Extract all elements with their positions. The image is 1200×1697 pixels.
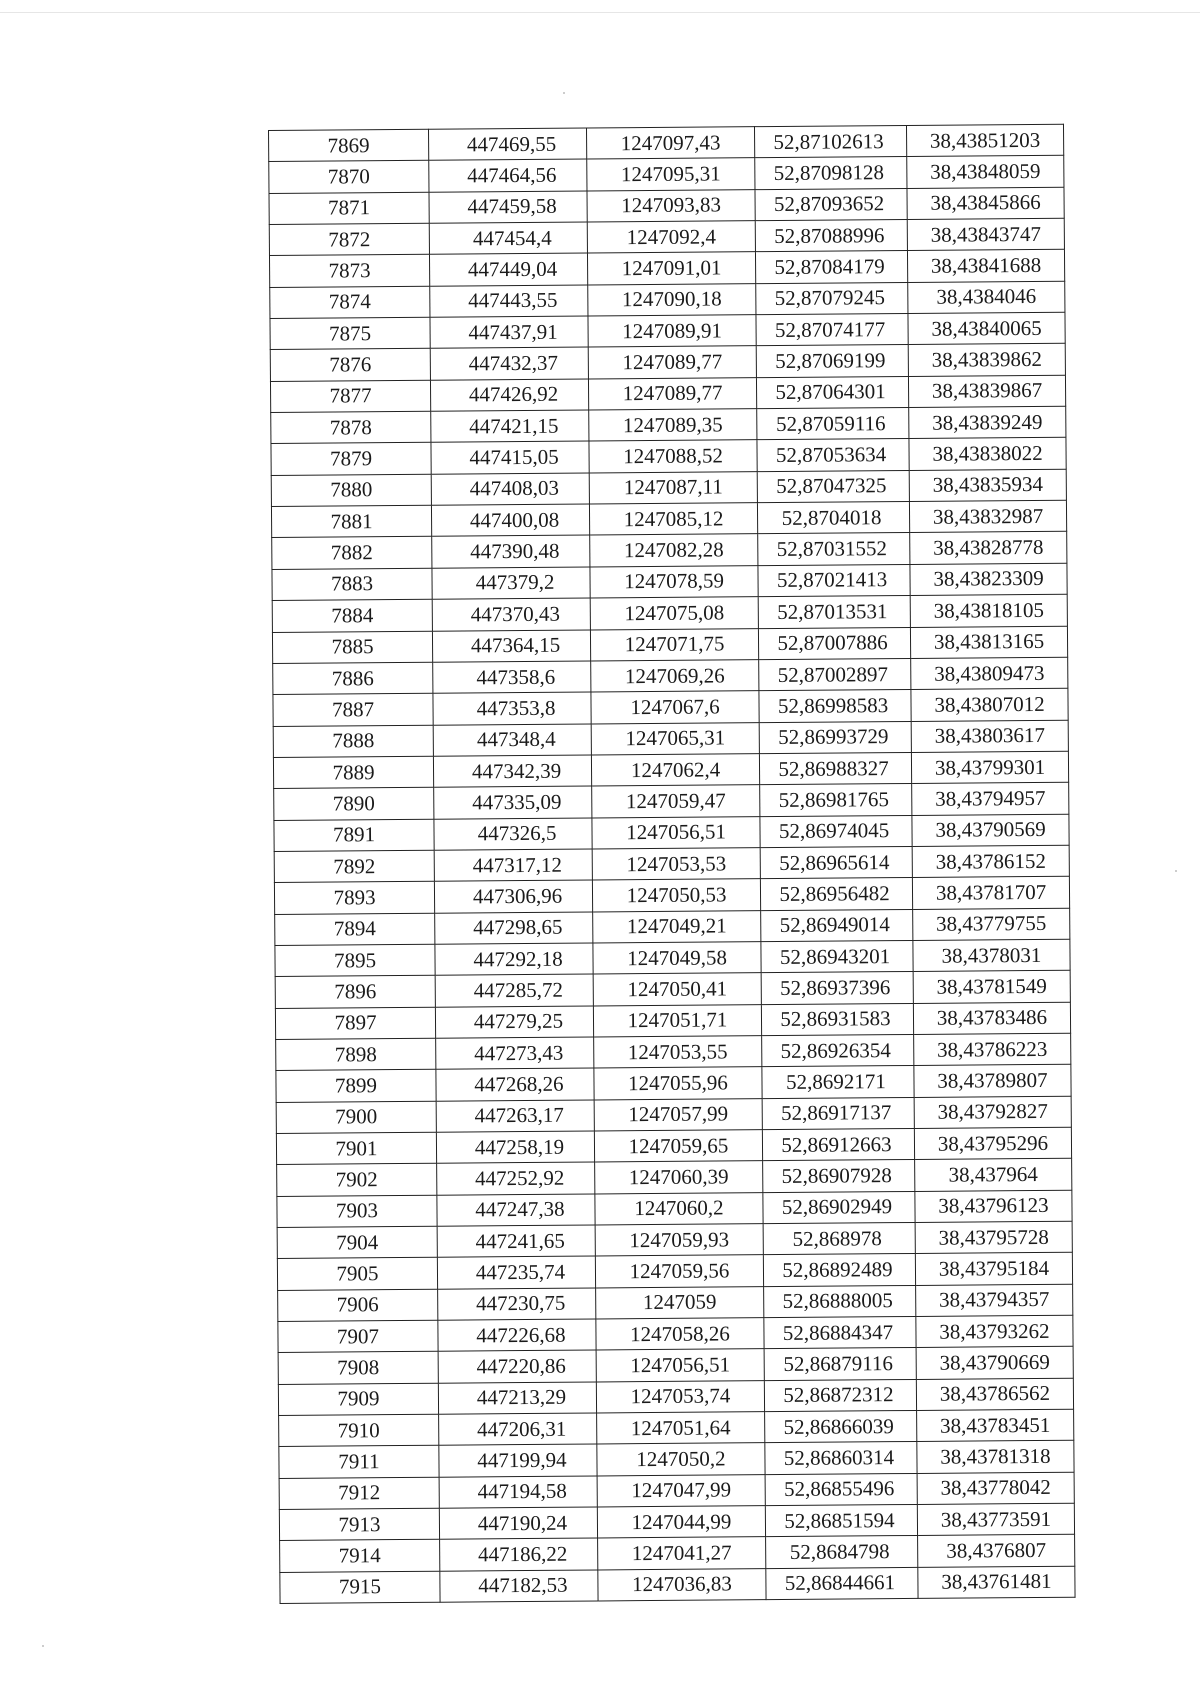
point-number-cell: 7890	[274, 787, 434, 820]
scan-speck	[563, 92, 565, 94]
point-number-cell: 7896	[275, 975, 435, 1008]
point-number-cell: 7893	[274, 881, 434, 914]
y-coordinate-cell: 1247085,12	[589, 503, 757, 536]
y-coordinate-cell: 1247049,58	[593, 942, 761, 975]
x-coordinate-cell: 447190,24	[439, 1507, 597, 1540]
y-coordinate-cell: 1247088,52	[589, 440, 757, 473]
y-coordinate-cell: 1247050,53	[592, 879, 760, 912]
latitude-cell: 52,86988327	[759, 752, 911, 785]
point-number-cell: 7905	[277, 1258, 437, 1291]
y-coordinate-cell: 1247059,65	[594, 1130, 762, 1163]
longitude-cell: 38,43843747	[907, 218, 1064, 251]
longitude-cell: 38,43828778	[910, 532, 1067, 565]
latitude-cell: 52,86866039	[765, 1411, 917, 1444]
longitude-cell: 38,43789807	[914, 1065, 1071, 1098]
latitude-cell: 52,86855496	[765, 1473, 917, 1506]
longitude-cell: 38,43773591	[917, 1503, 1074, 1536]
y-coordinate-cell: 1247095,31	[587, 158, 755, 191]
point-number-cell: 7902	[277, 1164, 437, 1197]
longitude-cell: 38,43795184	[915, 1253, 1072, 1286]
latitude-cell: 52,86956482	[760, 878, 912, 911]
point-number-cell: 7870	[269, 161, 429, 194]
x-coordinate-cell: 447263,17	[436, 1100, 594, 1133]
y-coordinate-cell: 1247059,93	[595, 1224, 763, 1257]
point-number-cell: 7881	[271, 505, 431, 538]
longitude-cell: 38,43818105	[910, 594, 1067, 627]
y-coordinate-cell: 1247091,01	[587, 252, 755, 285]
longitude-cell: 38,43796123	[915, 1190, 1072, 1223]
point-number-cell: 7875	[270, 317, 430, 350]
y-coordinate-cell: 1247090,18	[588, 283, 756, 316]
longitude-cell: 38,43781549	[913, 971, 1070, 1004]
latitude-cell: 52,86981765	[760, 784, 912, 817]
latitude-cell: 52,86926354	[762, 1034, 914, 1067]
point-number-cell: 7886	[273, 662, 433, 695]
longitude-cell: 38,43794957	[912, 782, 1069, 815]
longitude-cell: 38,43838022	[909, 438, 1066, 471]
longitude-cell: 38,43845866	[907, 187, 1064, 220]
latitude-cell: 52,86851594	[765, 1505, 917, 1538]
y-coordinate-cell: 1247050,41	[593, 973, 761, 1006]
latitude-cell: 52,86931583	[761, 1003, 913, 1036]
y-coordinate-cell: 1247056,51	[592, 816, 760, 849]
point-number-cell: 7883	[272, 568, 432, 601]
x-coordinate-cell: 447390,48	[432, 535, 590, 568]
y-coordinate-cell: 1247078,59	[590, 565, 758, 598]
longitude-cell: 38,4378031	[913, 939, 1070, 972]
latitude-cell: 52,87093652	[755, 188, 907, 221]
latitude-cell: 52,86912663	[762, 1128, 914, 1161]
latitude-cell: 52,87074177	[756, 314, 908, 347]
x-coordinate-cell: 447317,12	[434, 849, 592, 882]
x-coordinate-cell: 447426,92	[430, 379, 588, 412]
table-row	[280, 1566, 1075, 1604]
y-coordinate-cell: 1247067,6	[591, 691, 759, 724]
x-coordinate-cell: 447370,43	[432, 598, 590, 631]
y-coordinate-cell: 1247097,43	[586, 127, 754, 160]
coordinates-table-body	[269, 124, 1076, 1603]
point-number-cell: 7869	[269, 129, 429, 162]
latitude-cell: 52,86943201	[761, 940, 913, 973]
y-coordinate-cell: 1247089,77	[588, 377, 756, 410]
x-coordinate-cell: 447459,58	[429, 191, 587, 224]
y-coordinate-cell: 1247071,75	[590, 628, 758, 661]
coordinates-table	[268, 124, 1076, 1604]
x-coordinate-cell: 447443,55	[430, 285, 588, 318]
longitude-cell: 38,43841688	[907, 250, 1064, 283]
point-number-cell: 7914	[280, 1540, 440, 1573]
longitude-cell: 38,43840065	[908, 312, 1065, 345]
x-coordinate-cell: 447342,39	[433, 755, 591, 788]
y-coordinate-cell: 1247053,74	[596, 1380, 764, 1413]
longitude-cell: 38,43795296	[914, 1127, 1071, 1160]
x-coordinate-cell: 447194,58	[439, 1476, 597, 1509]
y-coordinate-cell: 1247036,83	[598, 1568, 766, 1601]
y-coordinate-cell: 1247053,55	[594, 1036, 762, 1069]
point-number-cell: 7903	[277, 1195, 437, 1228]
point-number-cell: 7908	[278, 1352, 438, 1385]
point-number-cell: 7910	[279, 1414, 439, 1447]
point-number-cell: 7898	[276, 1038, 436, 1071]
x-coordinate-cell: 447186,22	[440, 1538, 598, 1571]
longitude-cell: 38,4376807	[918, 1535, 1075, 1568]
x-coordinate-cell: 447273,43	[436, 1037, 594, 1070]
y-coordinate-cell: 1247055,96	[594, 1067, 762, 1100]
x-coordinate-cell: 447230,75	[438, 1288, 596, 1321]
latitude-cell: 52,86902949	[763, 1191, 915, 1224]
longitude-cell: 38,43848059	[907, 156, 1064, 189]
latitude-cell: 52,86949014	[761, 909, 913, 942]
point-number-cell: 7911	[279, 1446, 439, 1479]
latitude-cell: 52,86974045	[760, 815, 912, 848]
y-coordinate-cell: 1247069,26	[591, 660, 759, 693]
point-number-cell: 7887	[273, 693, 433, 726]
point-number-cell: 7885	[272, 631, 432, 664]
x-coordinate-cell: 447182,53	[440, 1570, 598, 1603]
longitude-cell: 38,43786152	[912, 845, 1069, 878]
point-number-cell: 7889	[273, 756, 433, 789]
latitude-cell: 52,87069199	[756, 345, 908, 378]
latitude-cell: 52,86844661	[766, 1567, 918, 1600]
x-coordinate-cell: 447408,03	[431, 473, 589, 506]
x-coordinate-cell: 447199,94	[439, 1444, 597, 1477]
x-coordinate-cell: 447348,4	[433, 724, 591, 757]
x-coordinate-cell: 447247,38	[437, 1194, 595, 1227]
point-number-cell: 7913	[279, 1508, 439, 1541]
longitude-cell: 38,4384046	[908, 281, 1065, 314]
latitude-cell: 52,86872312	[764, 1379, 916, 1412]
y-coordinate-cell: 1247082,28	[590, 534, 758, 567]
point-number-cell: 7880	[271, 474, 431, 507]
x-coordinate-cell: 447469,55	[428, 128, 586, 161]
latitude-cell: 52,87053634	[757, 439, 909, 472]
x-coordinate-cell: 447298,65	[435, 912, 593, 945]
longitude-cell: 38,43779755	[913, 908, 1070, 941]
latitude-cell: 52,86937396	[761, 972, 913, 1005]
x-coordinate-cell: 447326,5	[434, 818, 592, 851]
x-coordinate-cell: 447432,37	[430, 347, 588, 380]
latitude-cell: 52,86998583	[759, 690, 911, 723]
y-coordinate-cell: 1247059,56	[595, 1255, 763, 1288]
longitude-cell: 38,43803617	[911, 720, 1068, 753]
point-number-cell: 7888	[273, 725, 433, 758]
x-coordinate-cell: 447220,86	[438, 1350, 596, 1383]
longitude-cell: 38,43823309	[910, 563, 1067, 596]
x-coordinate-cell: 447206,31	[439, 1413, 597, 1446]
longitude-cell: 38,43851203	[906, 124, 1063, 157]
longitude-cell: 38,43807012	[911, 688, 1068, 721]
y-coordinate-cell: 1247092,4	[587, 221, 755, 254]
latitude-cell: 52,87047325	[757, 470, 909, 503]
latitude-cell: 52,86879116	[764, 1348, 916, 1381]
scan-top-edge	[0, 12, 1200, 13]
y-coordinate-cell: 1247049,21	[593, 910, 761, 943]
y-coordinate-cell: 1247057,99	[594, 1098, 762, 1131]
x-coordinate-cell: 447454,4	[429, 222, 587, 255]
x-coordinate-cell: 447421,15	[431, 410, 589, 443]
point-number-cell: 7874	[270, 286, 430, 319]
longitude-cell: 38,43839249	[909, 406, 1066, 439]
x-coordinate-cell: 447241,65	[437, 1225, 595, 1258]
y-coordinate-cell: 1247058,26	[596, 1318, 764, 1351]
x-coordinate-cell: 447464,56	[429, 159, 587, 192]
latitude-cell: 52,87031552	[758, 533, 910, 566]
y-coordinate-cell: 1247053,53	[592, 848, 760, 881]
y-coordinate-cell: 1247087,11	[589, 471, 757, 504]
latitude-cell: 52,8684798	[766, 1536, 918, 1569]
longitude-cell: 38,43809473	[911, 657, 1068, 690]
longitude-cell: 38,43839867	[908, 375, 1065, 408]
y-coordinate-cell: 1247050,2	[597, 1443, 765, 1476]
latitude-cell: 52,87088996	[755, 220, 907, 253]
x-coordinate-cell: 447235,74	[437, 1256, 595, 1289]
point-number-cell: 7912	[279, 1477, 439, 1510]
latitude-cell: 52,86892489	[763, 1254, 915, 1287]
latitude-cell: 52,87059116	[757, 408, 909, 441]
latitude-cell: 52,87098128	[755, 157, 907, 190]
x-coordinate-cell: 447358,6	[433, 661, 591, 694]
longitude-cell: 38,43793262	[916, 1315, 1073, 1348]
point-number-cell: 7904	[277, 1226, 437, 1259]
x-coordinate-cell: 447252,92	[437, 1162, 595, 1195]
y-coordinate-cell: 1247065,31	[591, 722, 759, 755]
latitude-cell: 52,8704018	[757, 502, 909, 535]
longitude-cell: 38,43786223	[914, 1033, 1071, 1066]
longitude-cell: 38,43786562	[916, 1378, 1073, 1411]
x-coordinate-cell: 447335,09	[434, 786, 592, 819]
x-coordinate-cell: 447279,25	[435, 1006, 593, 1039]
point-number-cell: 7901	[276, 1132, 436, 1165]
latitude-cell: 52,86917137	[762, 1097, 914, 1130]
longitude-cell: 38,43794357	[916, 1284, 1073, 1317]
latitude-cell: 52,87007886	[758, 627, 910, 660]
latitude-cell: 52,86884347	[764, 1317, 916, 1350]
longitude-cell: 38,43783451	[917, 1409, 1074, 1442]
x-coordinate-cell: 447306,96	[434, 880, 592, 913]
x-coordinate-cell: 447292,18	[435, 943, 593, 976]
y-coordinate-cell: 1247059	[596, 1286, 764, 1319]
latitude-cell: 52,87064301	[756, 376, 908, 409]
x-coordinate-cell: 447268,26	[436, 1068, 594, 1101]
y-coordinate-cell: 1247089,35	[589, 409, 757, 442]
point-number-cell: 7900	[276, 1101, 436, 1134]
y-coordinate-cell: 1247089,91	[588, 315, 756, 348]
point-number-cell: 7907	[278, 1320, 438, 1353]
y-coordinate-cell: 1247062,4	[591, 754, 759, 787]
x-coordinate-cell: 447353,8	[433, 692, 591, 725]
latitude-cell: 52,86888005	[764, 1285, 916, 1318]
latitude-cell: 52,87102613	[754, 125, 906, 158]
y-coordinate-cell: 1247051,64	[597, 1412, 765, 1445]
point-number-cell: 7909	[278, 1383, 438, 1416]
x-coordinate-cell: 447213,29	[438, 1382, 596, 1415]
point-number-cell: 7891	[274, 819, 434, 852]
point-number-cell: 7873	[269, 255, 429, 288]
latitude-cell: 52,87084179	[755, 251, 907, 284]
latitude-cell: 52,87013531	[758, 596, 910, 629]
scan-speck	[42, 1645, 44, 1647]
point-number-cell: 7871	[269, 192, 429, 225]
point-number-cell: 7878	[271, 411, 431, 444]
point-number-cell: 7906	[278, 1289, 438, 1322]
longitude-cell: 38,43781707	[912, 876, 1069, 909]
y-coordinate-cell: 1247047,99	[597, 1474, 765, 1507]
latitude-cell: 52,87021413	[758, 564, 910, 597]
x-coordinate-cell: 447379,2	[432, 567, 590, 600]
coordinates-table-wrapper	[268, 124, 1075, 1604]
point-number-cell: 7879	[271, 443, 431, 476]
point-number-cell: 7892	[274, 850, 434, 883]
point-number-cell: 7877	[270, 380, 430, 413]
latitude-cell: 52,8692171	[762, 1066, 914, 1099]
latitude-cell: 52,86965614	[760, 846, 912, 879]
point-number-cell: 7876	[270, 349, 430, 382]
point-number-cell: 7897	[275, 1007, 435, 1040]
longitude-cell: 38,43761481	[918, 1566, 1075, 1599]
longitude-cell: 38,43792827	[914, 1096, 1071, 1129]
longitude-cell: 38,43778042	[917, 1472, 1074, 1505]
latitude-cell: 52,868978	[763, 1222, 915, 1255]
longitude-cell: 38,43835934	[909, 469, 1066, 502]
y-coordinate-cell: 1247060,39	[595, 1161, 763, 1194]
x-coordinate-cell: 447285,72	[435, 974, 593, 1007]
x-coordinate-cell: 447415,05	[431, 441, 589, 474]
latitude-cell: 52,87079245	[756, 282, 908, 315]
point-number-cell: 7915	[280, 1571, 440, 1604]
x-coordinate-cell: 447258,19	[436, 1131, 594, 1164]
y-coordinate-cell: 1247089,77	[588, 346, 756, 379]
longitude-cell: 38,43781318	[917, 1441, 1074, 1474]
latitude-cell: 52,86860314	[765, 1442, 917, 1475]
point-number-cell: 7882	[272, 537, 432, 570]
y-coordinate-cell: 1247060,2	[595, 1192, 763, 1225]
point-number-cell: 7872	[269, 223, 429, 256]
point-number-cell: 7899	[276, 1070, 436, 1103]
y-coordinate-cell: 1247044,99	[597, 1506, 765, 1539]
y-coordinate-cell: 1247093,83	[587, 189, 755, 222]
y-coordinate-cell: 1247051,71	[593, 1004, 761, 1037]
scan-speck	[1175, 870, 1177, 872]
y-coordinate-cell: 1247075,08	[590, 597, 758, 630]
point-number-cell: 7895	[275, 944, 435, 977]
longitude-cell: 38,43813165	[910, 626, 1067, 659]
longitude-cell: 38,43795728	[915, 1221, 1072, 1254]
longitude-cell: 38,43783486	[913, 1002, 1070, 1035]
point-number-cell: 7884	[272, 599, 432, 632]
y-coordinate-cell: 1247056,51	[596, 1349, 764, 1382]
x-coordinate-cell: 447400,08	[431, 504, 589, 537]
longitude-cell: 38,43790669	[916, 1347, 1073, 1380]
longitude-cell: 38,43839862	[908, 344, 1065, 377]
latitude-cell: 52,86907928	[763, 1160, 915, 1193]
x-coordinate-cell: 447226,68	[438, 1319, 596, 1352]
longitude-cell: 38,437964	[915, 1159, 1072, 1192]
y-coordinate-cell: 1247059,47	[592, 785, 760, 818]
longitude-cell: 38,43799301	[911, 751, 1068, 784]
latitude-cell: 52,87002897	[759, 658, 911, 691]
x-coordinate-cell: 447437,91	[430, 316, 588, 349]
x-coordinate-cell: 447364,15	[432, 629, 590, 662]
latitude-cell: 52,86993729	[759, 721, 911, 754]
point-number-cell: 7894	[275, 913, 435, 946]
longitude-cell: 38,43832987	[909, 500, 1066, 533]
y-coordinate-cell: 1247041,27	[598, 1537, 766, 1570]
longitude-cell: 38,43790569	[912, 814, 1069, 847]
x-coordinate-cell: 447449,04	[429, 253, 587, 286]
